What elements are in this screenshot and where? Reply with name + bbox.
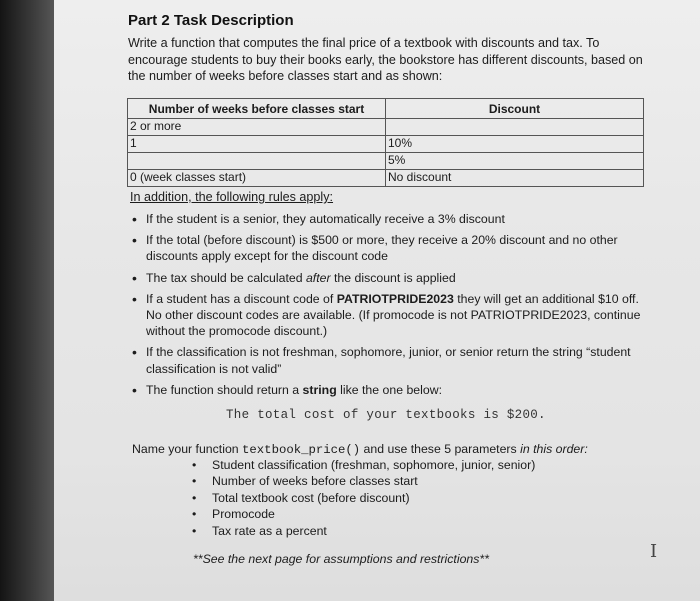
- table-row: [128, 153, 644, 170]
- example-output: The total cost of your textbooks is $200.: [226, 408, 546, 422]
- bullet-icon: •: [132, 381, 137, 398]
- parameter-list: [190, 457, 535, 539]
- promo-code-text: PATRIOTPRIDE2023: [336, 291, 454, 306]
- list-item: • Total textbook cost (before discount): [192, 490, 410, 505]
- bullet-icon: •: [132, 232, 137, 249]
- function-name-line: Name your function textbook_price() and use these 5 parameters in this order:: [132, 442, 588, 457]
- bullet-icon: •: [132, 290, 137, 307]
- list-item: • If the total (before discount) is $500 or more, they receive a 20% discount and no other discounts apply except for the discount code: [132, 232, 618, 264]
- weeks-cell: [128, 153, 386, 170]
- intro-paragraph: Write a function that computes the final price of a textbook with discounts and tax. To encourage students to buy their books early, the bookstore has different discounts, based on the number of weeks before classes start and as shown:: [128, 36, 643, 83]
- text-cursor-icon: I: [650, 541, 658, 562]
- list-item: • Number of weeks before classes start: [192, 474, 418, 489]
- table-row: [128, 136, 644, 153]
- weeks-cell: 0 (week classes start): [128, 170, 386, 187]
- footnote: **See the next page for assumptions and restrictions**: [193, 552, 489, 566]
- list-item: • If the classification is not freshman, sophomore, junior, or senior return the string “student classification is not valid”: [132, 344, 631, 376]
- table-row: [128, 119, 644, 136]
- list-item: • The tax should be calculated after the discount is applied: [132, 269, 456, 286]
- bullet-icon: •: [132, 344, 137, 361]
- weeks-cell: 2 or more: [128, 119, 386, 136]
- list-item: • If the student is a senior, they automatically receive a 3% discount: [132, 211, 505, 227]
- bullet-icon: •: [132, 269, 137, 286]
- page-title: Part 2 Task Description: [128, 12, 294, 29]
- list-item: • Tax rate as a percent: [192, 523, 327, 538]
- header-weeks: Number of weeks before classes start: [128, 99, 386, 119]
- list-item: • Student classification (freshman, sophomore, junior, senior): [192, 458, 536, 472]
- table-header-row: [128, 99, 644, 119]
- rules-list: [128, 211, 648, 403]
- function-name: textbook_price(): [242, 443, 361, 457]
- rules-heading: In addition, the following rules apply:: [130, 190, 334, 204]
- background-left-edge: [0, 0, 58, 601]
- bullet-icon: •: [192, 523, 197, 538]
- discount-table: [127, 98, 644, 187]
- bullet-icon: •: [192, 507, 197, 522]
- weeks-cell: 1: [128, 136, 386, 153]
- bullet-icon: •: [192, 458, 197, 472]
- discount-cell: [386, 119, 644, 136]
- discount-cell: No discount: [386, 170, 644, 187]
- list-item: • If a student has a discount code of PATRIOTPRIDE2023 they will get an additional $10 off. No other discount codes are available. (If promocode is not PATRIOTPRIDE2023, continue without the promocode discount.): [132, 290, 641, 339]
- list-item: • The function should return a string like the one below:: [132, 381, 442, 398]
- list-item: • Promocode: [192, 507, 275, 522]
- bullet-icon: •: [192, 490, 197, 505]
- discount-cell: 10%: [386, 136, 644, 153]
- bullet-icon: •: [192, 474, 197, 489]
- header-discount: Discount: [386, 99, 644, 119]
- table-row: [128, 170, 644, 187]
- bullet-icon: •: [132, 211, 137, 227]
- discount-cell: 5%: [386, 153, 644, 170]
